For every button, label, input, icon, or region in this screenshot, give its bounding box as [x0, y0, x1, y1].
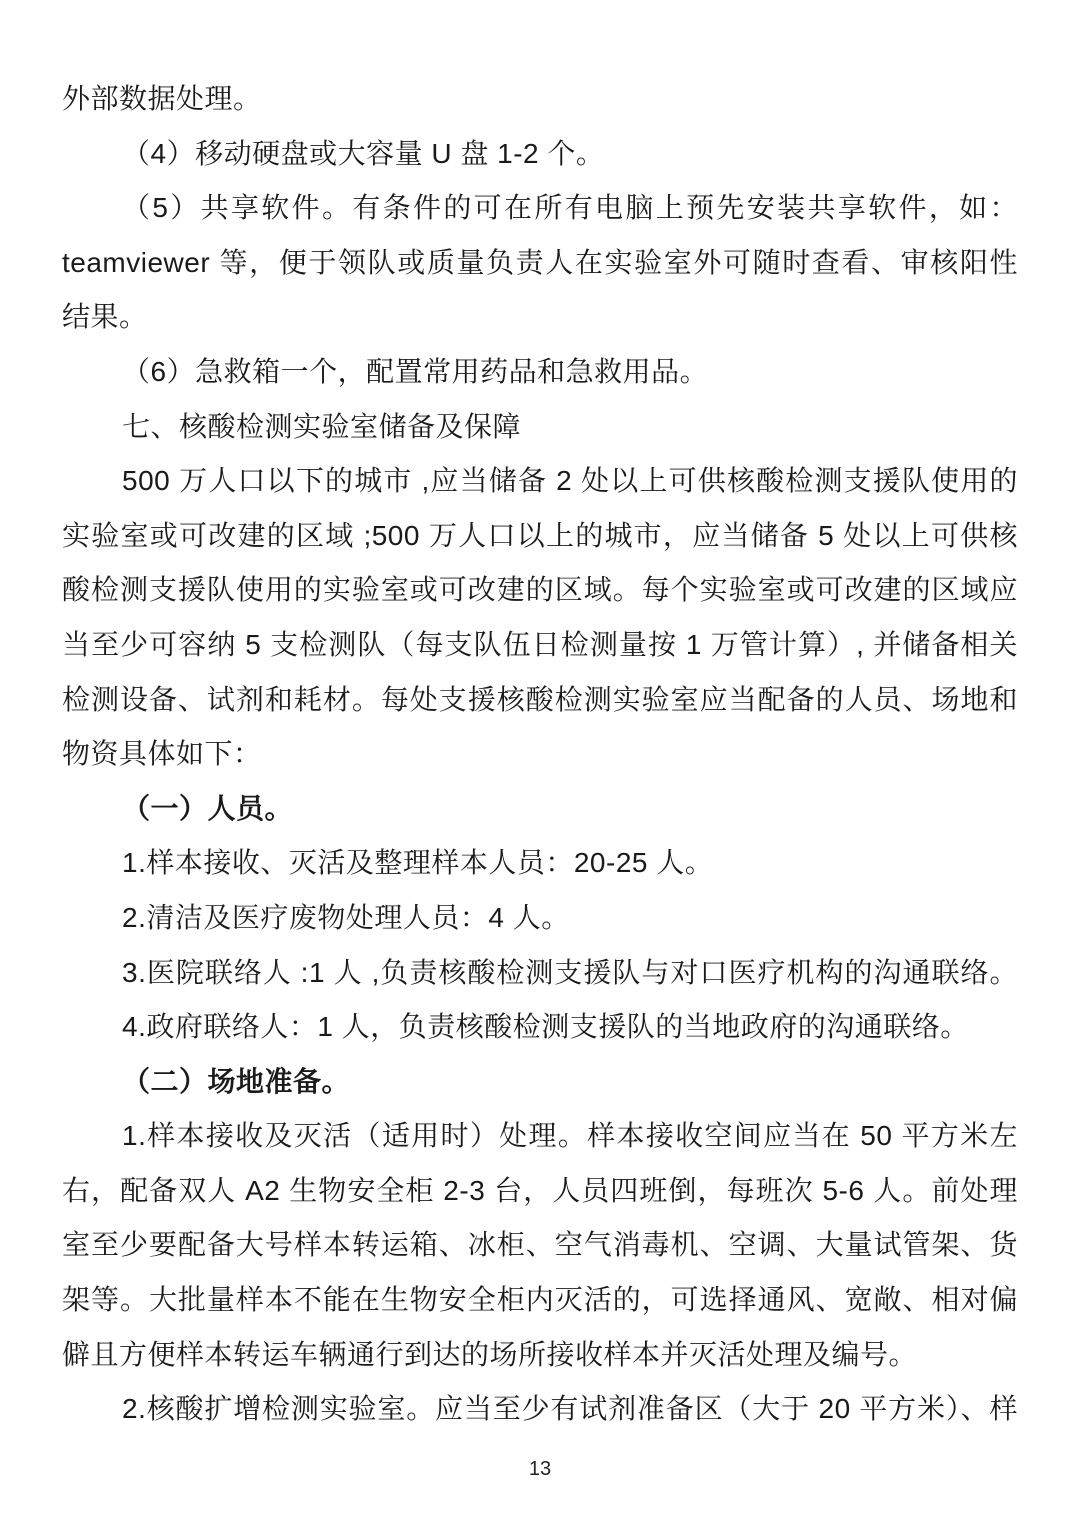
page-number: 13 [528, 1458, 552, 1480]
text-line: 僻且方便样本转运车辆通行到达的场所接收样本并灭活处理及编号。 [62, 1338, 918, 1370]
text-line: 1.样本接收、灭活及整理样本人员：20-25 人。 [122, 847, 714, 879]
text-line: 3.医院联络人 :1 人 ,负责核酸检测支援队与对口医疗机构的沟通联络。 [122, 956, 1018, 988]
text-line: 实验室或可改建的区域 ;500 万人口以上的城市，应当储备 5 处以上可供核 [62, 519, 1018, 551]
text-line: 酸检测支援队使用的实验室或可改建的区域。每个实验室或可改建的区域应 [62, 574, 1018, 606]
text-line: 当至少可容纳 5 支检测队（每支队伍日检测量按 1 万管计算）, 并储备相关 [62, 628, 1018, 660]
text-line: 七、核酸检测实验室储备及保障 [122, 410, 522, 442]
text-line: 500 万人口以下的城市 ,应当储备 2 处以上可供核酸检测支援队使用的 [122, 465, 1018, 497]
text-line: 2.核酸扩增检测实验室。应当至少有试剂准备区（大于 20 平方米）、样 [122, 1393, 1018, 1425]
text-line: 检测设备、试剂和耗材。每处支援核酸检测实验室应当配备的人员、场地和 [62, 683, 1018, 715]
text-line: 1.样本接收及灭活（适用时）处理。样本接收空间应当在 50 平方米左 [122, 1120, 1018, 1152]
text-line: 2.清洁及医疗废物处理人员：4 人。 [122, 901, 570, 933]
text-line: 架等。大批量样本不能在生物安全柜内灭活的，可选择通风、宽敞、相对偏 [62, 1284, 1018, 1316]
text-line: （5）共享软件。有条件的可在所有电脑上预先安装共享软件，如： [122, 192, 1018, 224]
text-line: 结果。 [62, 301, 148, 333]
document-body [62, 72, 1018, 1437]
text-line: （6）急救箱一个，配置常用药品和急救用品。 [122, 355, 709, 387]
text-line: 外部数据处理。 [62, 83, 262, 114]
text-line: （4）移动硬盘或大容量 U 盘 1-2 个。 [122, 137, 605, 169]
text-line: teamviewer 等，便于领队或质量负责人在实验室外可随时查看、审核阳性 [62, 246, 1018, 278]
text-line: 物资具体如下： [62, 738, 262, 770]
text-line: 右，配备双人 A2 生物安全柜 2-3 台，人员四班倒，每班次 5-6 人。前处理 [62, 1174, 1018, 1206]
text-line: 4.政府联络人：1 人，负责核酸检测支援队的当地政府的沟通联络。 [122, 1011, 969, 1043]
text-line: （一）人员。 [122, 792, 294, 824]
text-line: （二）场地准备。 [122, 1065, 351, 1097]
text-line: 室至少要配备大号样本转运箱、冰柜、空气消毒机、空调、大量试管架、货 [62, 1229, 1018, 1261]
